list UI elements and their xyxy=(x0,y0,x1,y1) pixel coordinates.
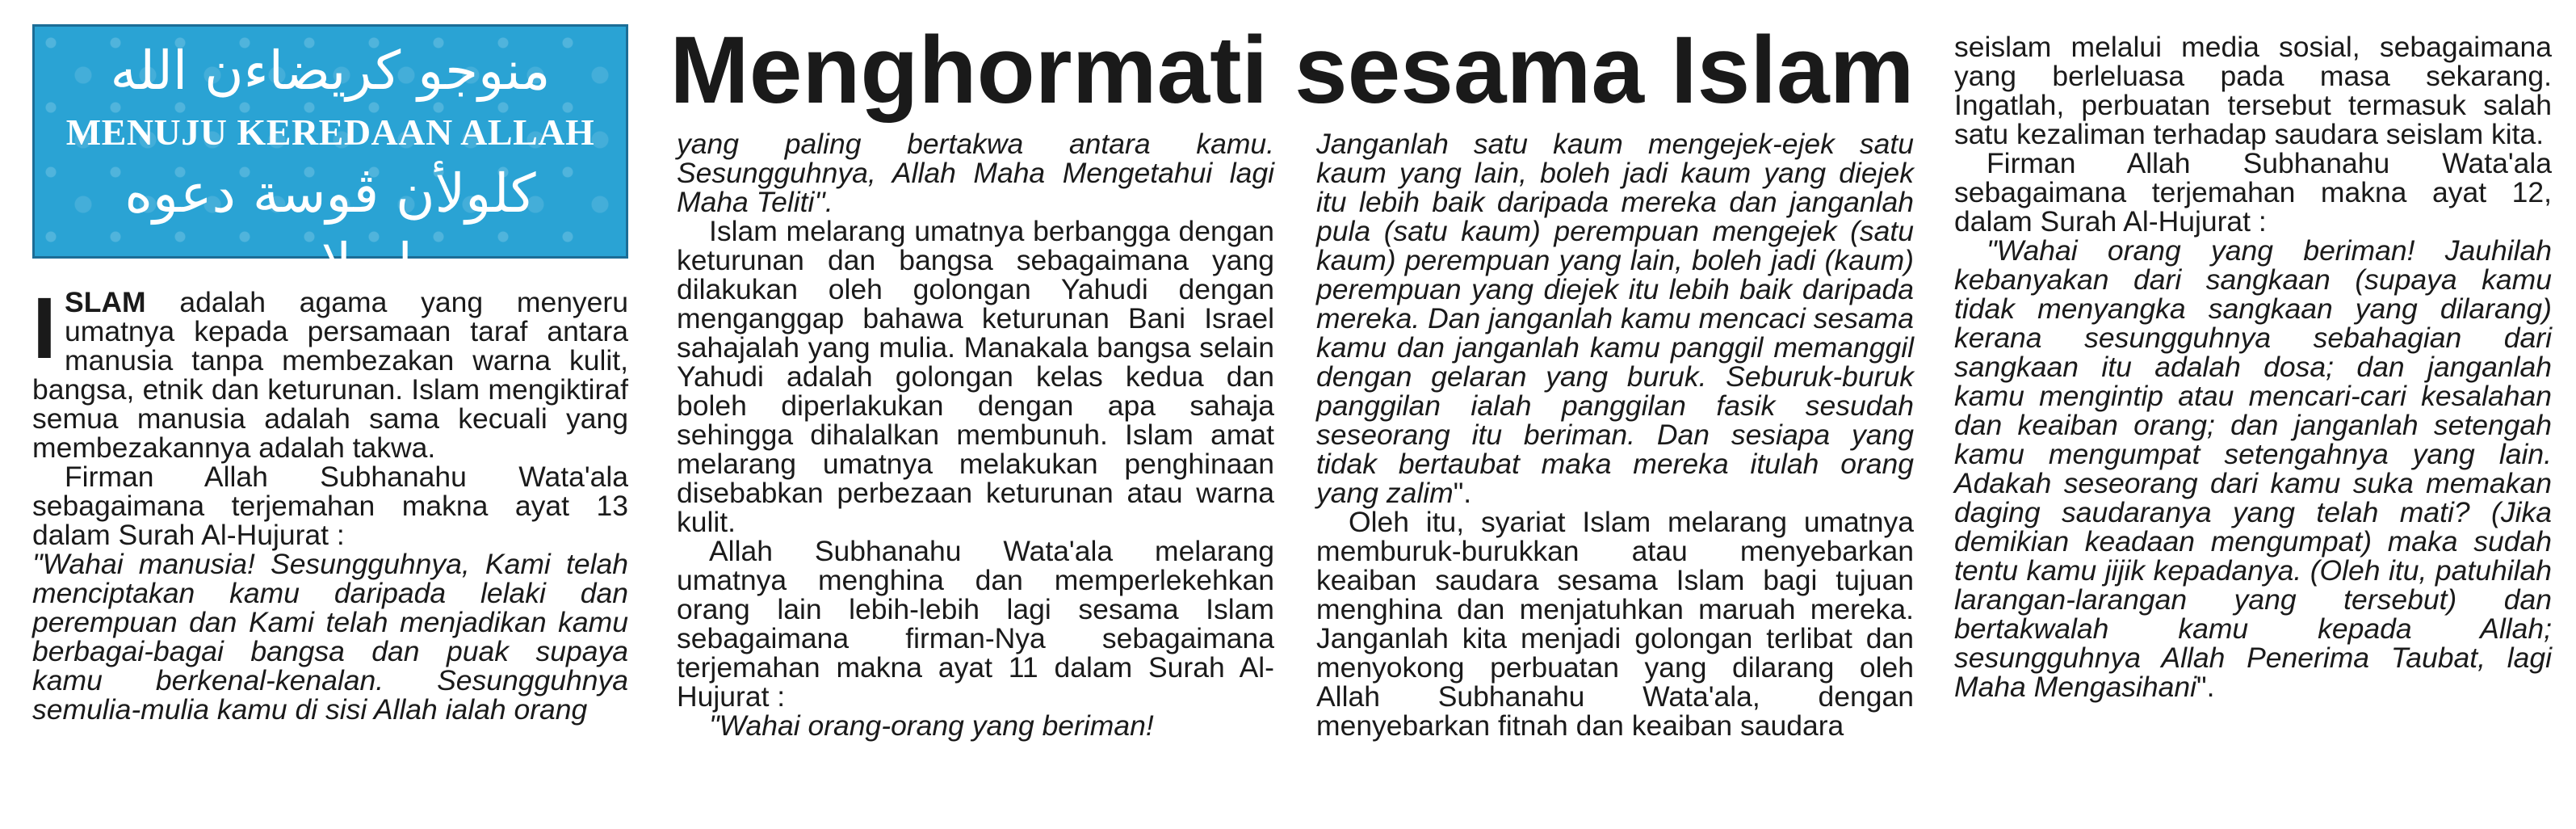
article-column-4 xyxy=(1954,32,2552,701)
column-logo-banner xyxy=(32,24,628,294)
paragraph-firman-ayat12: Firman Allah Subhanahu Wata'ala sebagaimana terjemahan makna ayat 12, dalam Surah Al-Hujurat : xyxy=(1954,147,2552,238)
article-column-1 xyxy=(32,279,628,726)
article-column-2 xyxy=(677,129,1274,740)
lead-word: SLAM xyxy=(65,286,146,318)
drop-cap: I xyxy=(32,279,57,377)
paragraph-intro xyxy=(32,279,628,464)
paragraph-larangan-menghina: Allah Subhanahu Wata'ala melarang umatnya menghina dan memperlekehkan orang lain lebih-lebih lagi sesama Islam sebagaimana firman-Nya sebagaimana terjemahan makna ayat 11 dalam Surah Al-Hujurat : xyxy=(677,535,1274,713)
article-column-3 xyxy=(1316,129,1914,740)
quote-ayat11-text: Janganlah satu kaum mengejek-ejek satu kaum yang lain, boleh jadi kaum yang diejek itu lebih baik daripada mereka dan janganlah pula (satu kaum) perempuan mengejek (satu kaum) perempuan yang lain, boleh jadi (kaum) perempuan yang diejek itu lebih baik daripada mereka. Dan janganlah kamu mencaci sesama kamu dan janganlah kamu panggil memanggil dengan gelaran yang buruk. Seburuk-buruk panggilan ialah panggilan fasik sesudah seseorang itu beriman. Dan sesiapa yang tidak bertaubat maka mereka itulah orang yang zalim xyxy=(1316,128,1914,509)
banner-jawi-title: منوجو كريضاءن الله xyxy=(110,40,551,102)
banner-rumi-title: MENUJU KEREDAAN ALLAH xyxy=(65,112,595,153)
paragraph-larangan-berbangga: Islam melarang umatnya berbangga dengan keturunan dan bangsa sebagaimana yang dilakukan oleh golongan Yahudi dengan menganggap bahawa keturunan Bani Israel sahajalah yang mulia. Manakala bangsa selain Yahudi adalah golongan kelas kedua dan boleh diperlakukan dengan apa sahaja sehingga dihalalkan membunuh. Islam amat melarang umatnya melakukan penghinaan disebabkan perbezaan keturunan atau warna kulit. xyxy=(677,215,1274,538)
paragraph-syariat-continued: seislam melalui media sosial, sebagaimana yang berleluasa pada masa sekarang. Ingatlah, perbuatan tersebut termasuk salah satu kezaliman terhadap saudara seislam kita. xyxy=(1954,31,2552,150)
quote-ayat11-close: ". xyxy=(1453,477,1472,509)
quote-ayat11-start: "Wahai orang-orang yang beriman! xyxy=(709,709,1154,742)
quote-ayat12-close: ". xyxy=(2196,671,2215,703)
banner-jawi-subtitle: كلولأن ڤوسة دعوه اسلاميه xyxy=(124,162,536,294)
quote-ayat12-text: "Wahai orang yang beriman! Jauhilah kebanyakan dari sangkaan (supaya kamu tidak menyangka sangkaan yang dilarang) kerana sesungguhnya sebahagian dari sangkaan itu adalah dosa; dan janganlah kamu mengintip atau mencari-cari kesalahan dan keaiban orang; dan janganlah setengah kamu mengumpat setengahnya yang lain. Adakah seseorang dari kamu suka memakan daging saudaranya yang telah mati? (Jika demikian keadaan mengumpat) maka sudah tentu kamu jijik kepadanya. (Oleh itu, patuhilah larangan-larangan yang tersebut) dan bertakwalah kamu kepada Allah; sesungguhnya Allah Penerima Taubat, lagi Maha Mengasihani xyxy=(1954,234,2552,703)
quote-ayat11-continued xyxy=(1316,129,1914,507)
paragraph-syariat: Oleh itu, syariat Islam melarang umatnya memburuk-burukkan atau menyebarkan keaiban saudara sesama Islam bagi tujuan menghina dan menjatuhkan maruah mereka. Janganlah kita menjadi golongan terlibat dan menyokong perbuatan yang dilarang oleh Allah Subhanahu Wata'ala, dengan menyebarkan fitnah dan keaiban saudara xyxy=(1316,506,1914,742)
quote-ayat13-continued: yang paling bertakwa antara kamu. Sesungguhnya, Allah Maha Mengetahui lagi Maha Teliti''. xyxy=(677,128,1274,218)
article-headline: Menghormati sesama Islam xyxy=(669,17,1915,124)
quote-ayat13: "Wahai manusia! Sesungguhnya, Kami telah menciptakan kamu daripada lelaki dan perempuan dan Kami telah menjadikan kamu berbagai-bagai bangsa dan puak supaya kamu berkenal-kenalan. Sesungguhnya semulia-mulia kamu di sisi Allah ialah orang xyxy=(32,548,628,726)
paragraph-firman-ayat13: Firman Allah Subhanahu Wata'ala sebagaimana terjemahan makna ayat 13 dalam Surah Al-Hujurat : xyxy=(32,461,628,551)
intro-text: adalah agama yang menyeru umatnya kepada persamaan taraf antara manusia tanpa membezakan warna kulit, bangsa, etnik dan keturunan. Islam mengiktiraf semua manusia adalah sama kecuali yang membezakannya adalah takwa. xyxy=(32,286,628,464)
quote-ayat12 xyxy=(1954,236,2552,701)
